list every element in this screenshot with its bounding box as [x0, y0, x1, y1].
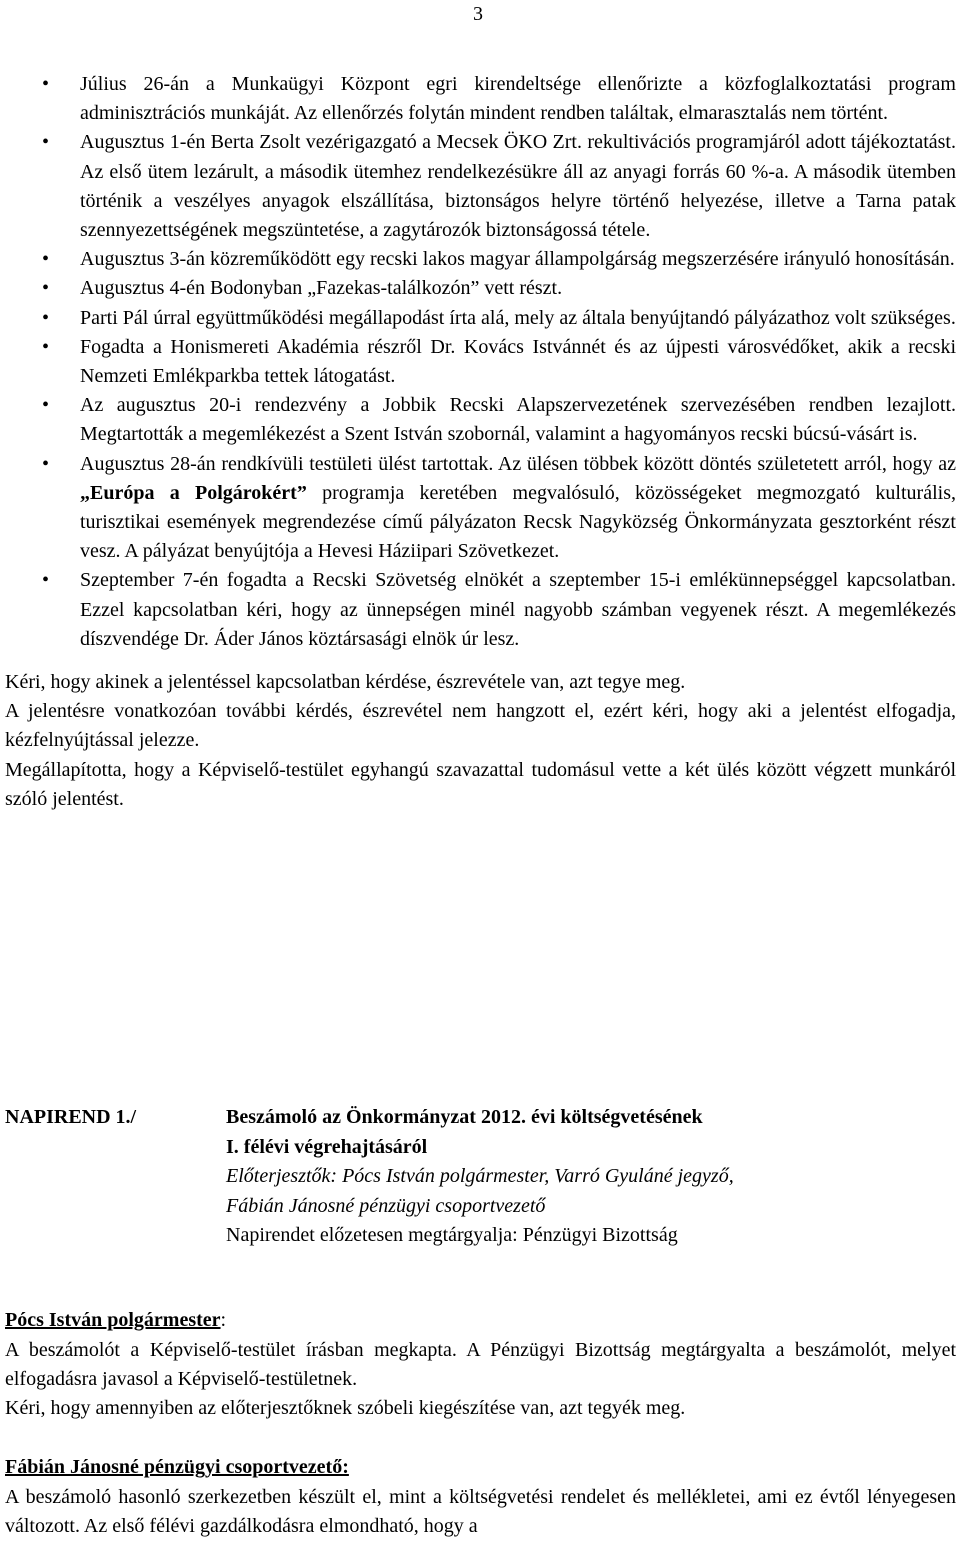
list-item: • Parti Pál úrral együttműködési megállapodást írta alá, mely az általa benyújtandó pályázathoz volt szükséges.: [5, 304, 956, 333]
agenda-title: Beszámoló az Önkormányzat 2012. évi költségvetésének: [226, 1106, 703, 1128]
list-item: • Július 26-án a Munkaügyi Központ egri kirendeltsége ellenőrizte a közfoglalkoztatási program adminisztrációs munkáját. Az ellenőrzés folytán mindent rendben találtak, elmarasztalás nem történt.: [5, 70, 956, 128]
list-item-text: programja keretében megvalósuló, közösségeket megmozgató kulturális, turisztikai események megrendezése című pályázaton Recsk Nagyközség Önkormányzata gesztorként részt vesz. A pályázat benyújtója a Hevesi Háziipari Szövetkezet.: [80, 481, 956, 563]
speech-paragraph: A beszámoló hasonló szerkezetben készült el, mint a költségvetési rendelet és mellékletei, ami ez évtől lényegesen változott. Az első félévi gazdálkodásra elmondható, hogy a: [5, 1485, 956, 1537]
closing-paragraph: Kéri, hogy akinek a jelentéssel kapcsolatban kérdése, észrevétele van, azt tegye meg.: [5, 671, 686, 694]
speech-paragraph: A beszámolót a Képviselő-testület írásban megkapta. A Pénzügyi Bizottság megtárgyalta a beszámolót, melyet elfogadásra javasol a Képviselő-testületnek.: [5, 1338, 956, 1390]
list-item: • Augusztus 4-én Bodonyban „Fazekas-találkozón” vett részt.: [5, 274, 956, 303]
page-number: 3: [473, 3, 483, 25]
agenda-item: [5, 1103, 956, 1251]
speech-paragraph: Kéri, hogy amennyiben az előterjesztőknek szóbeli kiegészítése van, azt tegyék meg.: [5, 1397, 686, 1420]
agenda-presenters: Előterjesztők: Pócs István polgármester, Varró Gyuláné jegyző,: [226, 1165, 734, 1188]
closing-paragraph: A jelentésre vonatkozóan további kérdés, észrevétel nem hangzott el, ezért kéri, hogy aki a jelentést elfogadja, kézfelnyújtással jelezze.: [5, 700, 956, 752]
agenda-label: NAPIREND 1./: [5, 1106, 137, 1128]
agenda-title: I. félévi végrehajtásáról: [226, 1135, 428, 1158]
list-item: • Az augusztus 20-i rendezvény a Jobbik Recski Alapszervezetének szervezésében rendben lezajlott. Megtartották a megemlékezést a Szent István szobornál, valamint a hagyományos recski búcsú-vásárt is.: [5, 391, 956, 449]
list-item: [5, 450, 956, 567]
report-body: [5, 70, 956, 814]
speaker-colon: :: [220, 1309, 227, 1331]
list-item: • Fogadta a Honismereti Akadémia részről Dr. Kovács Istvánnét és az újpesti városvédőket, akik a recski Nemzeti Emlékparkba tettek látogatást.: [5, 333, 956, 391]
speaker-name: Fábián Jánosné pénzügyi csoportvezető:: [5, 1456, 349, 1478]
agenda-committee: Napirendet előzetesen megtárgyalja: Pénzügyi Bizottság: [226, 1224, 678, 1247]
speaker-name: Pócs István polgármester: [5, 1309, 221, 1331]
speaker-section-finance: [5, 1453, 956, 1541]
programme-name: „Európa a Polgárokért”: [80, 481, 307, 504]
list-item: • Augusztus 3-án közreműködött egy recski lakos magyar állampolgárság megszerzésére irányuló honosításán.: [5, 245, 956, 274]
list-item: • Augusztus 1-én Berta Zsolt vezérigazgató a Mecsek ÖKO Zrt. rekultivációs programjáról adott tájékoztatást. Az első ütem lezárult, a második ütemhez rendelkezésükre áll az anyagi forrás 60 %-a. A második ütemben történik a veszélyes anyagok elszállítása, biztonságos helyre történő helyezése, illetve a Tarna patak szennyezettségének megszüntetése, a zagytározók biztonságossá tétele.: [5, 128, 956, 245]
closing-paragraph: Megállapította, hogy a Képviselő-testület egyhangú szavazattal tudomásul vette a két ülés között végzett munkáról szóló jelentést.: [5, 758, 956, 810]
list-item-text: Augusztus 28-án rendkívüli testületi ülést tartottak. Az ülésen többek között döntés születetett arról, hogy az: [80, 452, 956, 475]
agenda-presenters: Fábián Jánosné pénzügyi csoportvezető: [226, 1194, 546, 1217]
report-bullet-list: [5, 70, 956, 654]
list-item: • Szeptember 7-én fogadta a Recski Szövetség elnökét a szeptember 15-i emlékünnepséggel kapcsolatban. Ezzel kapcsolatban kéri, hogy az ünnepségen minél nagyobb számban vegyenek részt. A megemlékezés díszvendége Dr. Áder János köztársasági elnök úr lesz.: [5, 566, 956, 654]
speaker-section-mayor: [5, 1306, 956, 1423]
agenda-details: [226, 1103, 956, 1251]
